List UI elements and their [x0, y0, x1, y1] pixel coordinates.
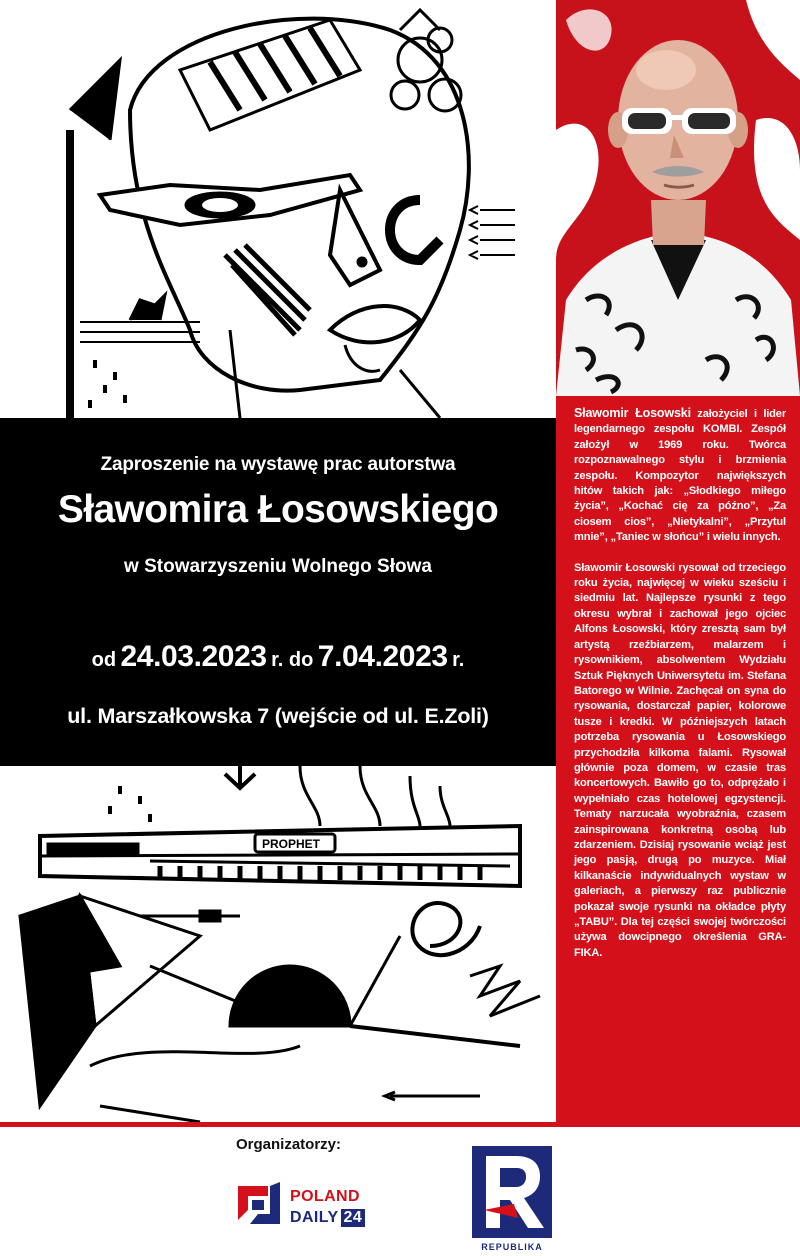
organizers-label: Organizatorzy: — [236, 1136, 342, 1153]
date-prefix: od — [91, 649, 117, 671]
date-separator: r. do — [271, 649, 314, 671]
exhibition-dates — [0, 640, 556, 674]
exhibition-address: ul. Marszałkowska 7 (wejście od ul. E.Zoli) — [67, 704, 489, 728]
bio-paragraph-2: Sławomir Łosowski rysował od trzeciego roku życia, najwięcej w wieku sześciu i siedmiu lat. Najlepsze rysunki z tego okresu wybrał i zachował jego ojciec Alfons Łosowski, który zresztą sam był artystą rzeźbiarzem, malarzem i rysownikiem, absolwentem Wydziału Sztuk Pięknych Uniwersytetu im. Stefana Batorego w Wilnie. Zachęcał on syna do rysowania, dostarczał papier, kolorowe tusze i kredki. W późniejszych latach potrzeba rysowania u Łosowskiego przychodziła kilkoma falami. Rysował głównie poza domem, w czasie tras koncertowych. Bawiło go to, odprężało i wypełniało czas hotelowej egzystencji. Tematy narzucała wyobraźnia, czasem zainspirowana konkretną osobą lub zdarzeniem. Dzisiaj rysowanie wciąż jest jego pasją, drugą po muzyce. Miał kilkanaście indywidualnych wystaw w galeriach, a pierwszy raz publicznie pokazał swoje rysunki na okładce płyty „TABU”. Dla tej części swojej twórczości używa dowcipnego określenia GRA-FIKA. — [574, 561, 786, 959]
exhibition-venue: w Stowarzyszeniu Wolnego Słowa — [124, 556, 432, 577]
invitation-panel — [0, 418, 556, 766]
poland-daily-line2 — [290, 1209, 365, 1227]
republika-mark-icon — [470, 1146, 554, 1240]
portrait-photo — [556, 0, 800, 396]
poland-daily-logo — [234, 1172, 394, 1234]
bio-name: Sławomir Łosowski — [574, 406, 691, 420]
poland-daily-line1: POLAND — [290, 1188, 360, 1205]
date-suffix: r. — [452, 649, 465, 671]
artist-name: Sławomira Łosowskiego — [57, 488, 499, 531]
bio-paragraph-1-text: założyciel i lider legendarnego zespołu KOMBI. Zespół założył w 1969 roku. Twórca rozpoznawalnego stylu i brzmienia zespołu. Kompozytor największych hitów takich jak: „Słodkiego miłego życia”, „Kochać cię za późno”, „Za ciosem cios”, „Nietykalni”, „Przytul mnie”, „Taniec w słońcu” i wielu innych. — [574, 408, 786, 544]
drawing-top — [0, 0, 556, 418]
bio-paragraph-1 — [574, 406, 786, 546]
footer-divider — [0, 1122, 800, 1127]
drawing-bottom — [0, 766, 556, 1122]
date-end: 7.04.2023 — [317, 640, 448, 673]
invitation-intro: Zaproszenie na wystawę prac autorstwa — [100, 454, 456, 475]
republika-logo — [470, 1146, 554, 1256]
poland-daily-mark-icon — [234, 1178, 284, 1228]
bio-panel — [556, 396, 800, 1122]
poland-daily-word: DAILY — [290, 1209, 339, 1226]
poland-daily-number: 24 — [341, 1209, 366, 1227]
date-start: 24.03.2023 — [120, 640, 267, 673]
keyboard-label: PROPHET — [262, 837, 321, 851]
republika-name: REPUBLIKA — [481, 1242, 543, 1252]
